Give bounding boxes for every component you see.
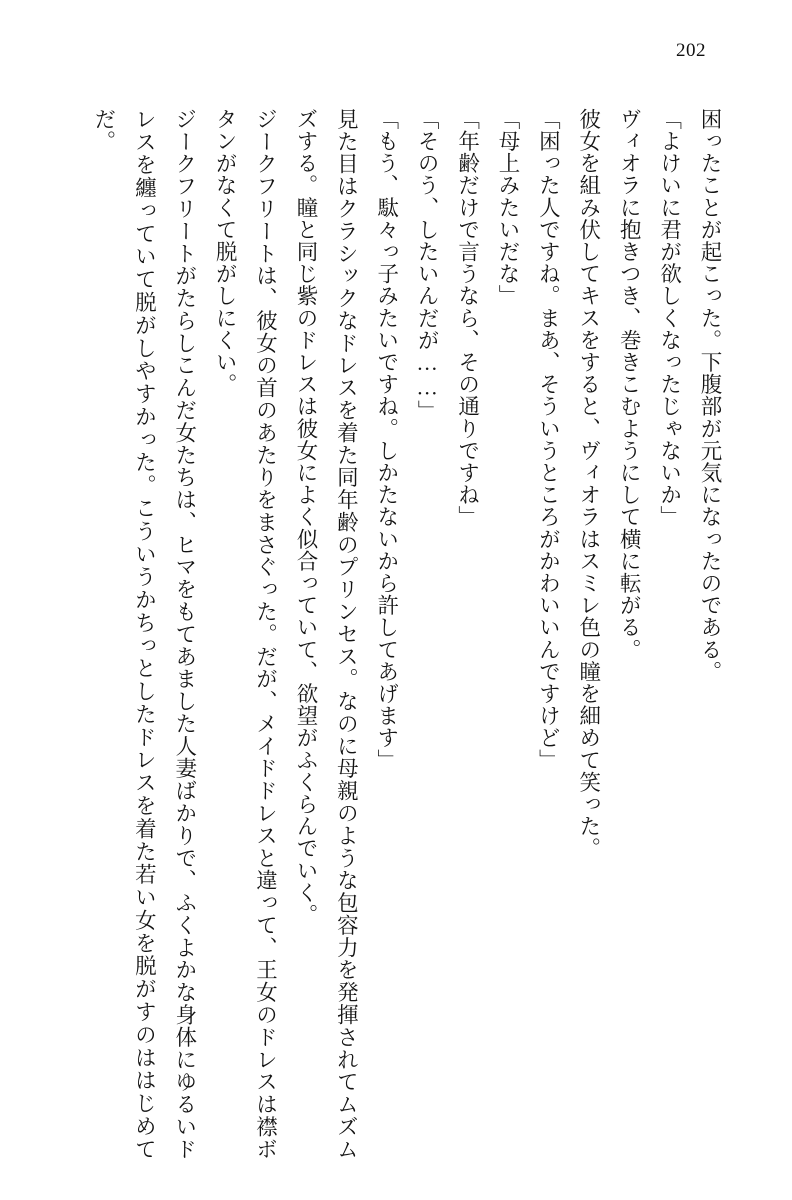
paragraph: 「母上みたいだな」 xyxy=(495,108,520,307)
paragraph: 見た目はクラシックなドレスを着た同年齢のプリンセス。なのに母親のような包容力を発揮されてムズムズする。瞳と同じ紫のドレスは彼女によく似合っていて、欲望がふくらんでいく。 xyxy=(293,108,359,1160)
paragraph: 困ったことが起こった。下腹部が元気になったのである。 xyxy=(698,108,722,683)
paragraph: ジークフリートは、彼女の首のあたりをまさぐった。だが、メイドドレスと違って、王女のドレスは襟ボタンがなくて脱がしにくい。 xyxy=(213,108,278,1160)
paragraph: ヴィオラに抱きつき、巻きこむようにして横に転がる。 xyxy=(617,108,642,661)
paragraph: 「年齢だけで言うなら、その通りですね」 xyxy=(455,108,480,528)
paragraph: 「よけいに君が欲しくなったじゃないか」 xyxy=(657,108,682,528)
paragraph: 「困った人ですね。まあ、そういうところがかわいいんですけど」 xyxy=(536,108,561,771)
paragraph: ジークフリートがたらしこんだ女たちは、ヒマをもてあました人妻ばかりで、ふくよかな身体にゆるいドレスを纏っていて脱がしやすかった。こういうかちっとしたドレスを着た若い女を脱がすのははじめてだ。 xyxy=(91,108,197,1160)
paragraph: 「もう、駄々っ子みたいですね。しかたないから許してあげます」 xyxy=(374,108,399,771)
paragraph: 彼女を組み伏してキスをすると、ヴィオラはスミレ色の瞳を細めて笑った。 xyxy=(576,108,601,860)
body-text-vertical xyxy=(55,108,730,1160)
paragraph: 「そのう、したいんだが……」 xyxy=(415,108,440,423)
page-number: 202 xyxy=(676,40,706,61)
